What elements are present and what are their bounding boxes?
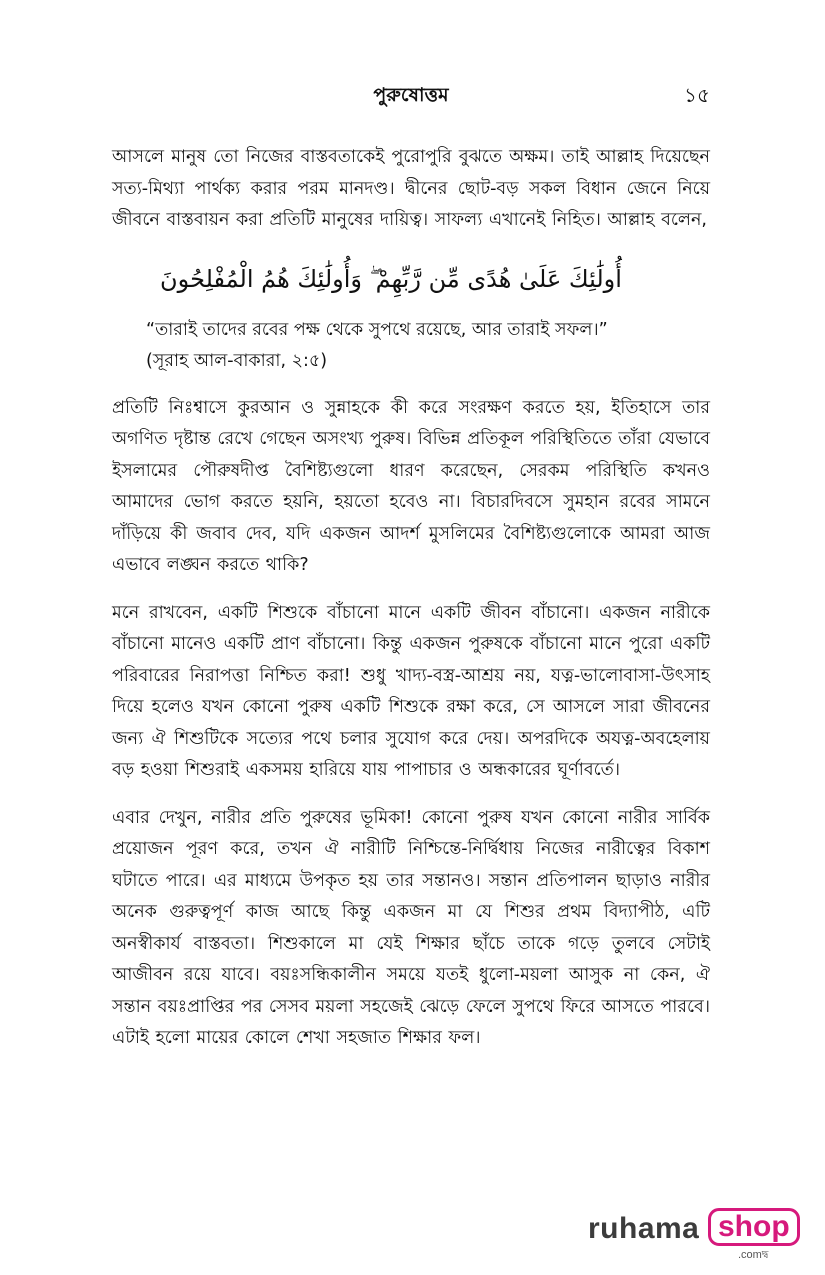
brand-main-text: ruhama [588,1212,700,1245]
ruhamashop-watermark-logo [588,1208,790,1261]
quran-verse-arabic: أُولَٰئِكَ عَلَىٰ هُدًى مِّن رَّبِّهِمْ ۖ وَأُولَٰئِكَ هُمُ الْمُفْلِحُونَ [160,264,622,293]
brand-accent-text: shop [718,1210,790,1243]
brand-sub-text: .comদ্ব [738,1249,769,1261]
verse-translation-block [112,315,710,377]
verse-translation: “তারাই তাদের রবের পক্ষ থেকে সুপথে রয়েছে, আর তারাই সফল।” [146,319,608,340]
page-number: ১৫ [684,83,710,107]
paragraph-1: আসলে মানুষ তো নিজের বাস্তবতাকেই পুরোপুরি বুঝতে অক্ষম। তাই আল্লাহ দিয়েছেন সত্য-মিথ্যা পার্থক্য করার পরম মানদণ্ড। দ্বীনের ছোট-বড় সকল বিধান জেনে নিয়ে জীবনে বাস্তবায়ন করা প্রতিটি মানুষের দায়িত্ব। সাফল্য এখানেই নিহিত। আল্লাহ বলেন, [112,147,710,230]
verse-reference: (সূরাহ আল-বাকারা, ২:৫) [146,350,328,371]
brand-accent-box [708,1208,800,1246]
running-title: পুরুষোত্তম [373,84,449,106]
paragraph-3: মনে রাখবেন, একটি শিশুকে বাঁচানো মানে একটি জীবন বাঁচানো। একজন নারীকে বাঁচানো মানেও একটি প্রাণ বাঁচানো। কিন্তু একজন পুরুষকে বাঁচানো মানে পুরো একটি পরিবারের নিরাপত্তা নিশ্চিত করা! শুধু খাদ্য-বস্ত্র-আশ্রয় নয়, যত্ন-ভালোবাসা-উৎসাহ দিয়ে হলেও যখন কোনো পুরুষ একটি শিশুকে রক্ষা করে, সে আসলে সারা জীবনের জন্য ঐ শিশুটিকে সত্যের পথে চলার সুযোগ করে দেয়। অপরদিকে অযত্ন-অবহেলায় বড় হওয়া শিশুরাই একসময় হারিয়ে যায় পাপাচার ও অন্ধকারের ঘূর্ণাবর্তে। [112,602,710,780]
page-header [112,80,710,114]
paragraph-4: এবার দেখুন, নারীর প্রতি পুরুষের ভূমিকা! কোনো পুরুষ যখন কোনো নারীর সার্বিক প্রয়োজন পূরণ করে, তখন ঐ নারীটি নিশ্চিন্তে-নির্দ্বিধায় নিজের নারীত্বের বিকাশ ঘটাতে পারে। এর মাধ্যমে উপকৃত হয় তার সন্তানও। সন্তান প্রতিপালন ছাড়াও নারীর অনেক গুরুত্বপূর্ণ কাজ আছে কিন্তু একজন মা যে শিশুর প্রথম বিদ্যাপীঠ, এটি অনস্বীকার্য বাস্তবতা। শিশুকালে মা যেই শিক্ষার ছাঁচে তাকে গড়ে তুলবে সেটাই আজীবন রয়ে যাবে। বয়ঃসন্ধিকালীন সময়ে যতই ধুলো-ময়লা আসুক না কেন, ঐ সন্তান বয়ঃপ্রাপ্তির পর সেসব ময়লা সহজেই ঝেড়ে ফেলে সুপথে ফিরে আসতে পারবে। এটাই হলো মায়ের কোলে শেখা সহজাত শিক্ষার ফল। [112,807,710,1048]
page-content [112,142,710,1071]
paragraph-2: প্রতিটি নিঃশ্বাসে কুরআন ও সুন্নাহকে কী করে সংরক্ষণ করতে হয়, ইতিহাসে তার অগণিত দৃষ্টান্ত রেখে গেছেন অসংখ্য পুরুষ। বিভিন্ন প্রতিকূল পরিস্থিতিতে তাঁরা যেভাবে ইসলামের পৌরুষদীপ্ত বৈশিষ্ট্যগুলো ধারণ করেছেন, সেরকম পরিস্থিতি কখনও আমাদের ভোগ করতে হয়নি, হয়তো হবেও না। বিচারদিবসে সুমহান রবের সামনে দাঁড়িয়ে কী জবাব দেব, যদি একজন আদর্শ মুসলিমের বৈশিষ্ট্যগুলোকে আমরা আজ এভাবে লঙ্ঘন করতে থাকি? [112,397,710,575]
